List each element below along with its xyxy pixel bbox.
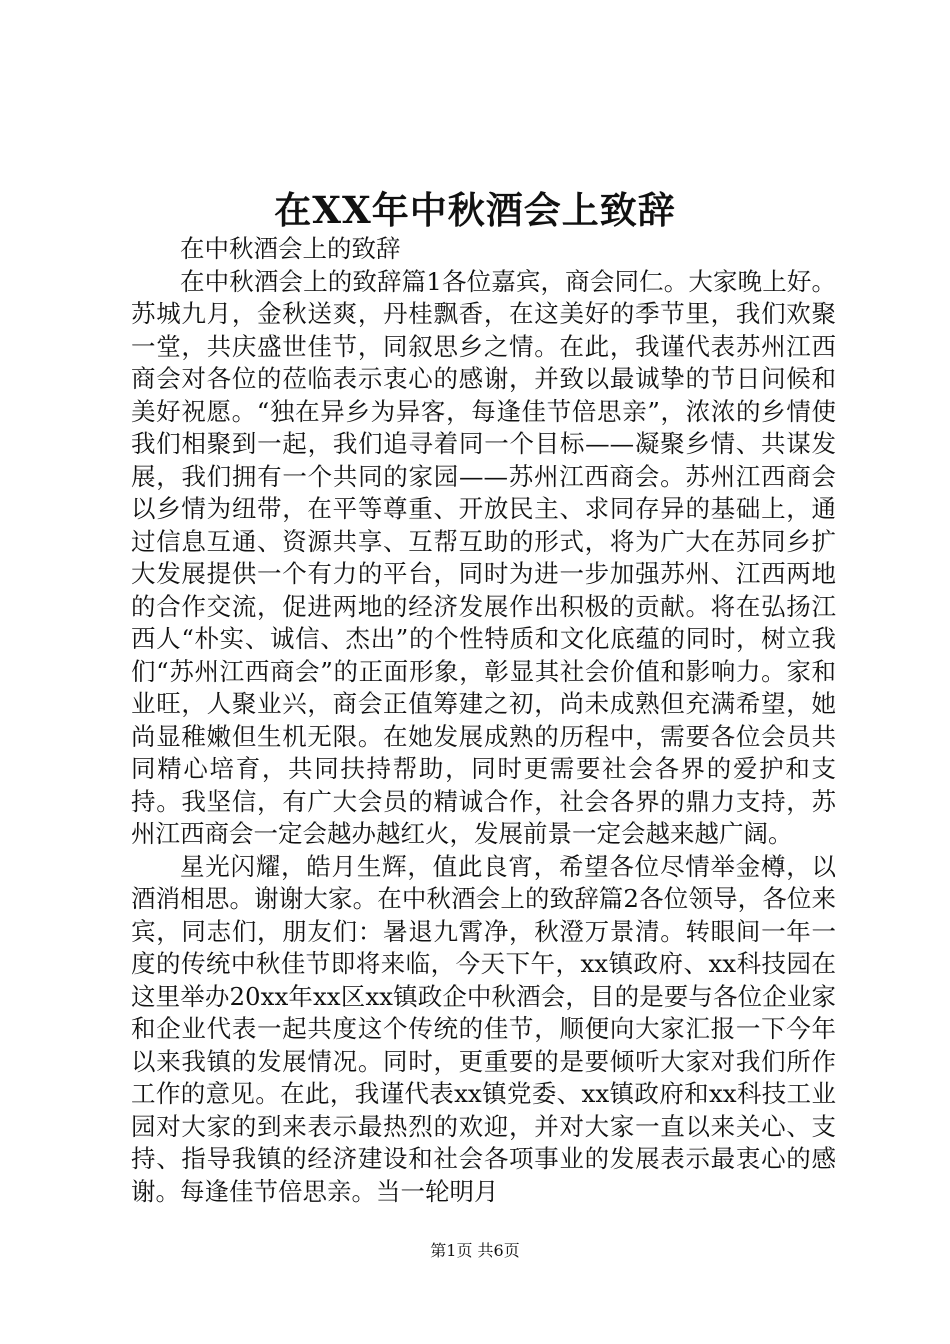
- document-title: 在XX年中秋酒会上致辞: [274, 188, 676, 232]
- body-paragraph: 在中秋酒会上的致辞篇1各位嘉宾，商会同仁。大家晚上好。苏城九月，金秋送爽，丹桂飘香，在这美好的季节里，我们欢聚一堂，共庆盛世佳节，同叙思乡之情。在此，我谨代表苏州江西商会对各位的莅临表示衷心的感谢，并致以最诚挚的节日问候和美好祝愿。“独在异乡为异客，每逢佳节倍思亲”，浓浓的乡情使我们相聚到一起，我们追寻着同一个目标——凝聚乡情、共谋发展，我们拥有一个共同的家园——苏州江西商会。苏州江西商会以乡情为纽带，在平等尊重、开放民主、求同存异的基础上，通过信息互通、资源共享、互帮互助的形式，将为广大在苏同乡扩大发展提供一个有力的平台，同时为进一步加强苏州、江西两地的合作交流，促进两地的经济发展作出积极的贡献。将在弘扬江西人“朴实、诚信、杰出”的个性特质和文化底蕴的同时，树立我们“苏州江西商会”的正面形象，彰显其社会价值和影响力。家和业旺，人聚业兴，商会正值筹建之初，尚未成熟但充满希望，她尚显稚嫩但生机无限。在她发展成熟的历程中，需要各位会员共同精心培育，共同扶持帮助，同时更需要社会各界的爱护和支持。我坚信，有广大会员的精诚合作，社会各界的鼎力支持，苏州江西商会一定会越办越红火，发展前景一定会越来越广阔。: [131, 266, 836, 848]
- subtitle-paragraph: 在中秋酒会上的致辞: [180, 234, 401, 263]
- document-body: [131, 233, 836, 1208]
- body-paragraph: 星光闪耀，皓月生辉，值此良宵，希望各位尽情举金樽，以酒消相思。谢谢大家。在中秋酒会上的致辞篇2各位领导，各位来宾，同志们，朋友们：暑退九霄净，秋澄万景清。转眼间一年一度的传统中秋佳节即将来临，今天下午，xx镇政府、xx科技园在这里举办20xx年xx区xx镇政企中秋酒会，目的是要与各位企业家和企业代表一起共度这个传统的佳节，顺便向大家汇报一下今年以来我镇的发展情况。同时，更重要的是要倾听大家对我们所作工作的意见。在此，我谨代表xx镇党委、xx镇政府和xx科技工业园对大家的到来表示最热烈的欢迎，并对大家一直以来关心、支持、指导我镇的经济建设和社会各项事业的发展表示最衷心的感谢。每逢佳节倍思亲。当一轮明月: [131, 851, 836, 1206]
- page-number-footer: 第1页 共6页: [430, 1241, 520, 1260]
